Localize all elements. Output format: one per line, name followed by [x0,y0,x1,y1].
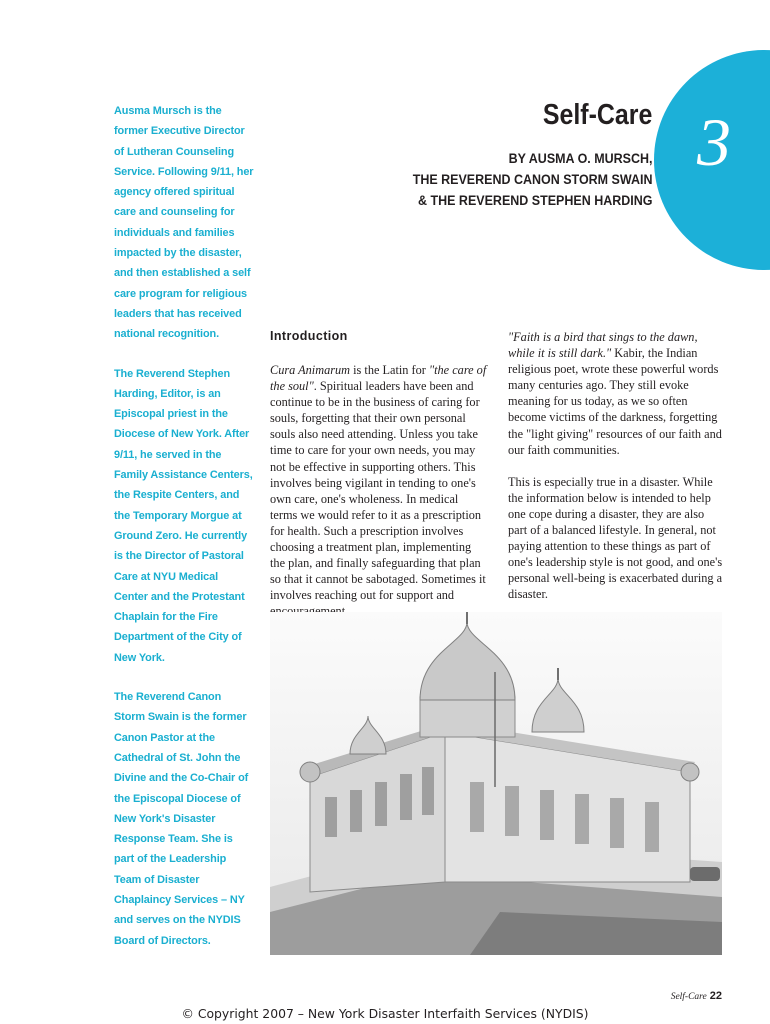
copyright-notice: © Copyright 2007 – New York Disaster Interfaith Services (NYDIS) [181,1006,589,1021]
bio-swain: The Reverend Canon Storm Swain is the former Canon Pastor at the Cathedral of St. John the Divine and the Co-Chair of the Episcopal Diocese of New York's Disaster Response Team. She is part of the Leadership Team of Disaster Chaplaincy Services – NY and serves on the NYDIS Board of Directors. [114,691,249,947]
gurdwara-illustration [270,612,722,955]
page-number: 22 [709,990,722,1002]
page-title: Self-Care [542,99,652,131]
byline [412,149,652,212]
bio-harding: The Reverend Stephen Harding, Editor, is an Episcopal priest in the Diocese of New York. After 9/11, he served in the Family Assistance Centers, the Respite Centers, and the Temporary Morgue at Ground Zero. He currently is the Director of Pastoral Care at NYU Medical Center and the Protestant Chaplain for the Fire Department of the City of New York. [114,367,253,664]
kabir-paragraph: "Faith is a bird that sings to the dawn, while it is still dark." Kabir, the Indian religious poet, wrote these powerful words many centuries ago. They still evoke meaning for us today, as we so often become victims of the darkness, forgetting the "light giving" resources of our faith and our faith communities. [508,330,722,457]
footer-section: Self-Care [670,992,707,1002]
author-bios [114,101,254,970]
byline-line: BY AUSMA O. MURSCH, [508,151,652,167]
disaster-paragraph: This is especially true in a disaster. While the information below is intended to help one cope during a disaster, they are also part of a balanced lifestyle. In general, not paying attention to these things as part of one's leadership style is not good, and one's personal well-being is exacerbated during a disaster. [508,474,723,602]
chapter-number: 3 [697,104,731,180]
intro-paragraph: Cura Animarum is the Latin for "the care of the soul". Spiritual leaders have been and continue to be in the business of caring for souls, forgetting that their own personal souls also need attending. Unless you take time to care for your own needs, you may not be effective in supporting others. This involves being vigilant in tending to one's own care, one's wholeness. In medical terms we would refer to it as a prescription for health. Such a prescription involves choosing a treatment plan, implementing the plan, and finally safeguarding that plan so that it cannot be sabotaged. Sometimes it involves reaching out for support and [270,363,487,603]
running-footer [671,990,722,1002]
latin-translation: "the care of the soul" [270,363,487,394]
faith-column [508,329,726,619]
bio-mursch: Ausma Mursch is the former Executive Director of Lutheran Counseling Service. Following 9/11, her agency offered spiritual care and counseling for individuals and families impacted by the disaster, and then established a self care program for religious leaders that has received national recognition. [114,105,254,341]
latin-term: Cura Animarum [270,363,351,377]
section-heading: Introduction [270,329,348,343]
byline-line: & THE REVEREND STEPHEN HARDING [417,193,652,209]
kabir-quote: "Faith is a bird that sings to the dawn, while it is still dark." [508,330,698,361]
intro-column [270,362,488,636]
byline-line: THE REVEREND CANON STORM SWAIN [412,172,652,188]
